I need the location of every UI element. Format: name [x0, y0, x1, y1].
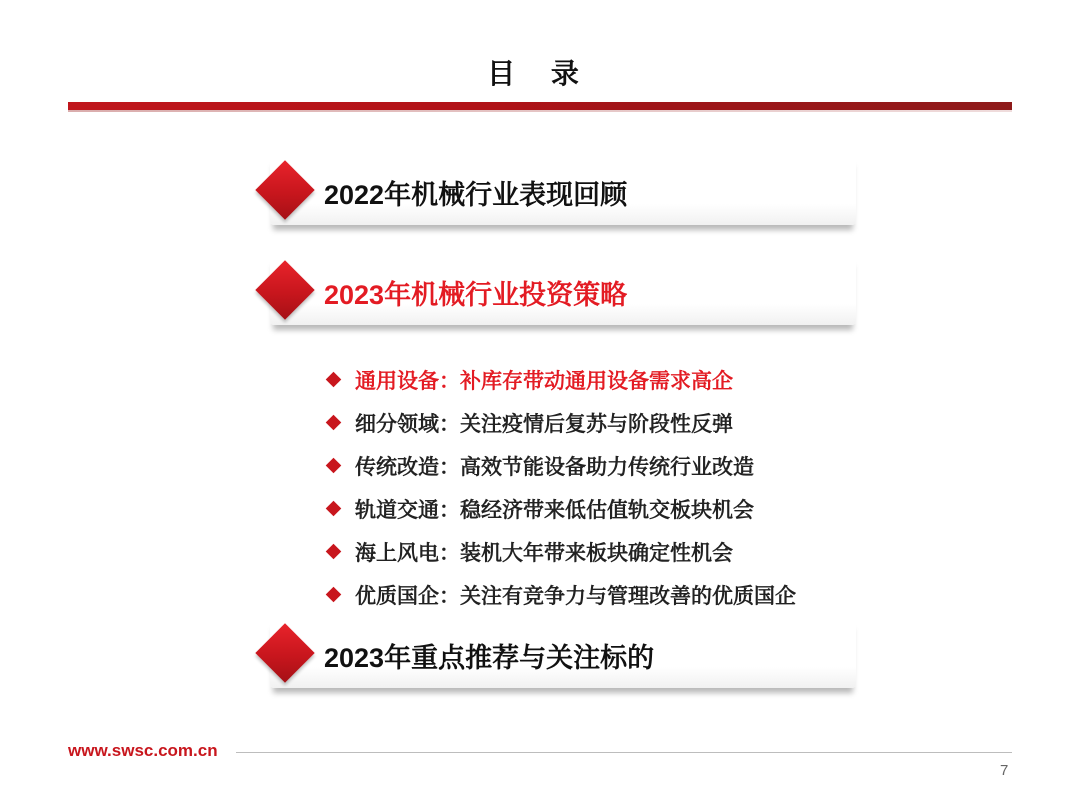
list-item-text: 优质国企：关注有竞争力与管理改善的优质国企: [355, 584, 796, 608]
list-item-text: 细分领域：关注疫情后复苏与阶段性反弹: [355, 412, 733, 436]
section-label: 2023年机械行业投资策略: [324, 280, 628, 310]
section-item-recommendations[interactable]: [256, 618, 856, 696]
section-label: 2022年机械行业表现回顾: [324, 180, 628, 210]
footer-website-link[interactable]: www.swsc.com.cn: [68, 741, 218, 760]
diamond-bullet-icon: [326, 544, 342, 560]
list-item[interactable]: [322, 573, 942, 616]
section-item-strategy[interactable]: [256, 255, 856, 333]
diamond-bullet-icon: [326, 415, 342, 431]
diamond-bullet-icon: [326, 501, 342, 517]
list-item[interactable]: [322, 487, 942, 530]
list-item-text: 轨道交通：稳经济带来低估值轨交板块机会: [355, 498, 754, 522]
section-item-review[interactable]: [256, 155, 856, 233]
page-title: 目 录: [487, 58, 593, 89]
list-item-text: 传统改造：高效节能设备助力传统行业改造: [355, 455, 754, 479]
list-item-text: 海上风电：装机大年带来板块确定性机会: [355, 541, 733, 565]
footer-divider: [236, 752, 1012, 753]
page-number: 7: [1000, 762, 1009, 779]
title-divider-bar: [68, 102, 1012, 110]
diamond-bullet-icon: [326, 587, 342, 603]
diamond-bullet-icon: [326, 458, 342, 474]
diamond-bullet-icon: [326, 372, 342, 388]
list-item[interactable]: [322, 530, 942, 573]
list-item[interactable]: [322, 401, 942, 444]
strategy-subitems-list: [322, 358, 942, 616]
list-item[interactable]: [322, 444, 942, 487]
section-label: 2023年重点推荐与关注标的: [324, 643, 655, 673]
list-item-text: 通用设备：补库存带动通用设备需求高企: [355, 369, 733, 393]
list-item[interactable]: [322, 358, 942, 401]
